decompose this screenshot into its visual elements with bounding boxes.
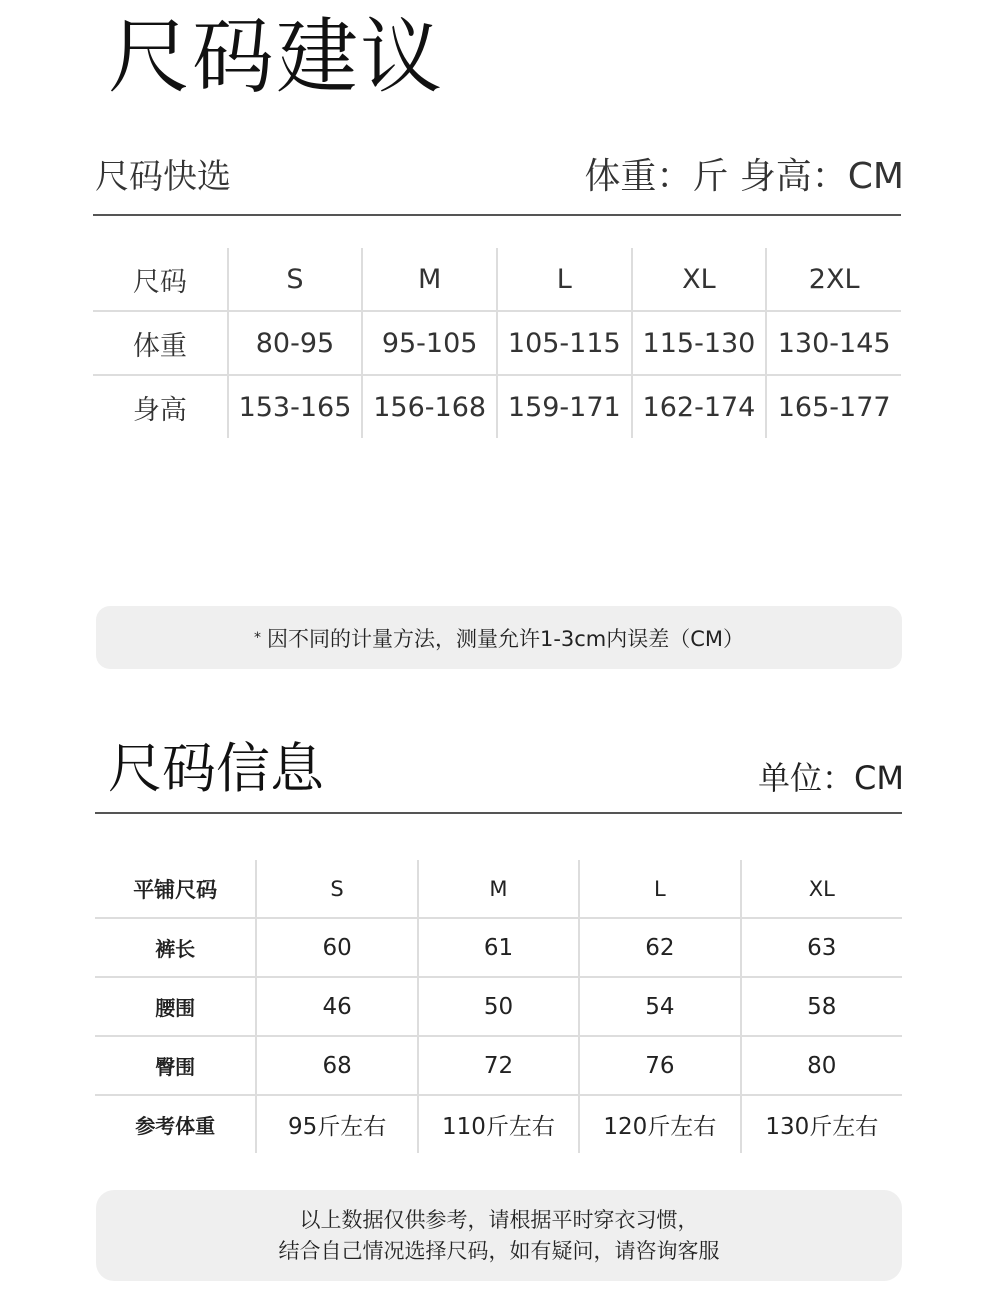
table-cell: 105-115 — [497, 311, 632, 375]
table-cell: 156-168 — [362, 375, 497, 438]
divider — [93, 214, 901, 216]
divider — [95, 812, 902, 814]
table-row — [93, 311, 901, 375]
table-cell: 50 — [418, 977, 579, 1036]
row-label: 体重 — [93, 311, 228, 375]
table-cell: 115-130 — [632, 311, 767, 375]
row-label: 臀围 — [95, 1036, 256, 1095]
table-row — [95, 1036, 902, 1095]
table-cell: 130-145 — [766, 311, 901, 375]
table-header-cell: M — [362, 248, 497, 311]
table-cell: 162-174 — [632, 375, 767, 438]
table-cell: 76 — [579, 1036, 740, 1095]
table-cell: 110斤左右 — [418, 1095, 579, 1153]
table-header-cell: 平铺尺码 — [95, 860, 256, 918]
table-cell: 72 — [418, 1036, 579, 1095]
row-label: 裤长 — [95, 918, 256, 977]
table-header-cell: S — [256, 860, 417, 918]
table-cell: 46 — [256, 977, 417, 1036]
table-cell: 62 — [579, 918, 740, 977]
table-cell: 120斤左右 — [579, 1095, 740, 1153]
table-header-cell: S — [228, 248, 363, 311]
table-cell: 54 — [579, 977, 740, 1036]
table-cell: 68 — [256, 1036, 417, 1095]
table-header-row — [93, 248, 901, 311]
row-label: 身高 — [132, 394, 187, 426]
table-cell: 60 — [256, 918, 417, 977]
table-header-cell: L — [579, 860, 740, 918]
table-header-cell: 2XL — [766, 248, 901, 311]
table-cell: 58 — [741, 977, 902, 1036]
table-header-cell: 尺码 — [93, 248, 228, 311]
asterisk-icon: * — [253, 629, 261, 646]
quick-select-table — [93, 248, 901, 438]
measurement-notice — [96, 606, 902, 669]
table-row — [95, 918, 902, 977]
size-info-unit: 单位：CM — [758, 759, 904, 797]
row-label: 腰围 — [95, 977, 256, 1036]
table-cell: 130斤左右 — [741, 1095, 902, 1153]
table-cell: 80-95 — [228, 311, 363, 375]
size-info-title: 尺码信息 — [108, 737, 324, 800]
table-row — [95, 977, 902, 1036]
table-row — [95, 1095, 902, 1153]
size-info-table — [95, 860, 902, 1153]
table-cell: 61 — [418, 918, 579, 977]
table-cell: 95-105 — [362, 311, 497, 375]
table-header-row — [95, 860, 902, 918]
row-label: 参考体重 — [135, 1114, 216, 1138]
table-header-cell: L — [497, 248, 632, 311]
table-cell: 165-177 — [766, 375, 901, 438]
table-cell: 95斤左右 — [256, 1095, 417, 1153]
notice-line: 以上数据仅供参考，请根据平时穿衣习惯， — [299, 1207, 699, 1232]
table-header-cell: XL — [632, 248, 767, 311]
notice-text: 因不同的计量方法，测量允许1-3cm内误差（CM） — [266, 626, 745, 651]
notice-line: 结合自己情况选择尺码，如有疑问，请咨询客服 — [278, 1238, 720, 1263]
table-header-cell: XL — [741, 860, 902, 918]
page-title: 尺码建议 — [108, 10, 445, 105]
table-cell: 153-165 — [228, 375, 363, 438]
table-cell: 63 — [741, 918, 902, 977]
reference-notice — [96, 1190, 902, 1281]
table-cell: 80 — [741, 1036, 902, 1095]
quick-select-heading: 尺码快选 — [95, 157, 231, 197]
table-row — [93, 375, 901, 438]
quick-select-units: 体重：斤 身高：CM — [584, 156, 904, 197]
table-cell: 159-171 — [497, 375, 632, 438]
table-header-cell: M — [418, 860, 579, 918]
